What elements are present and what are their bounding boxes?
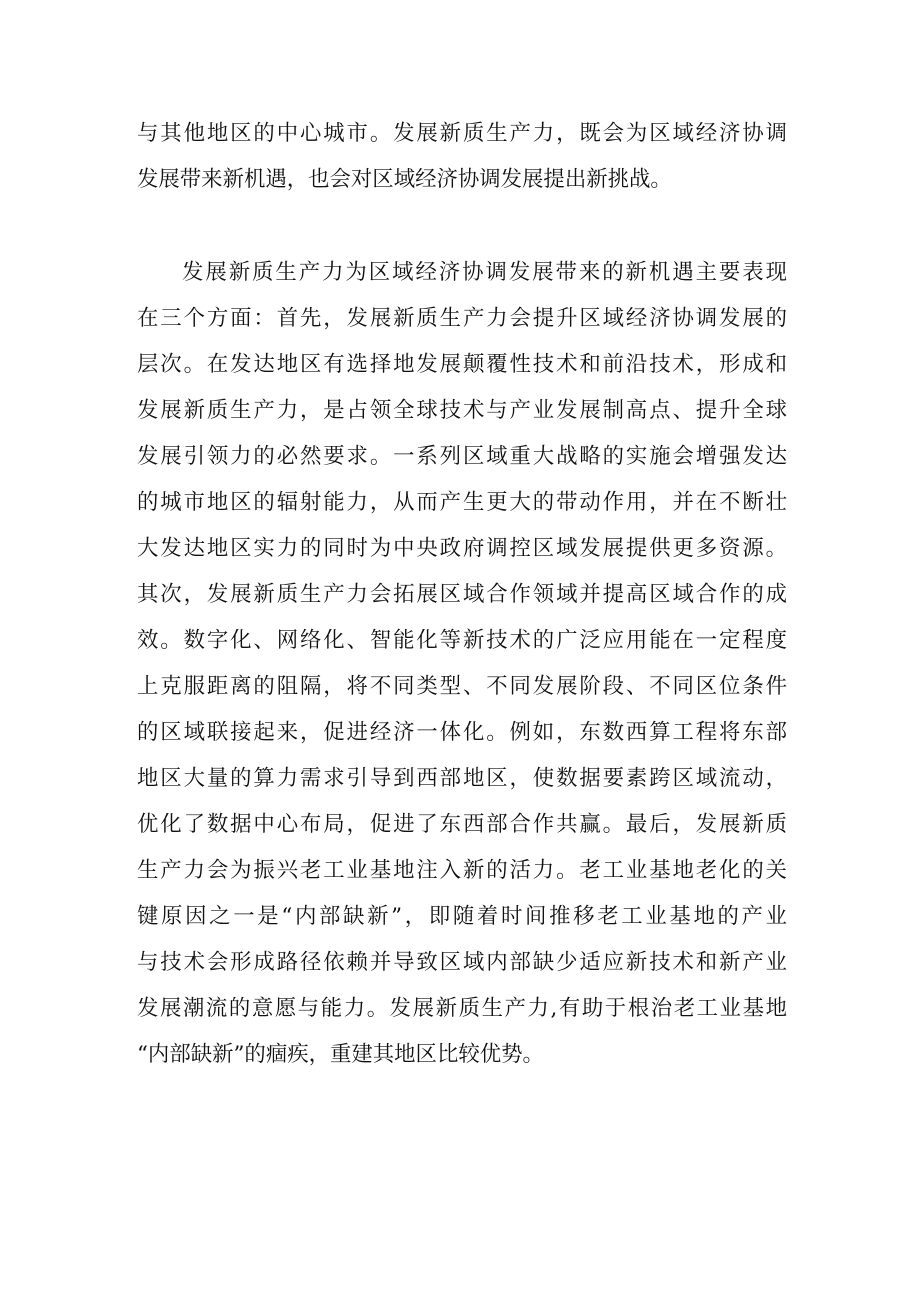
paragraph-line: “内部缺新”的痼疾，重建其地区比较优势。 bbox=[137, 1042, 544, 1067]
paragraph-line: 发展新质生产力，是占领全球技术与产业发展制高点、提升全球 bbox=[137, 398, 787, 423]
paragraph-line: 发展新质生产力为区域经济协调发展带来的新机遇主要表现 bbox=[182, 260, 787, 285]
paragraph-line: 大发达地区实力的同时为中央政府调控区域发展提供更多资源。 bbox=[137, 536, 787, 561]
paragraph-line: 与技术会形成路径依赖并导致区域内部缺少适应新技术和新产业 bbox=[137, 950, 787, 975]
paragraph-line: 在三个方面：首先，发展新质生产力会提升区域经济协调发展的 bbox=[137, 306, 787, 331]
paragraph-line: 效。数字化、网络化、智能化等新技术的广泛应用能在一定程度 bbox=[137, 628, 787, 653]
paragraph-line: 与其他地区的中心城市。发展新质生产力，既会为区域经济协调 bbox=[137, 121, 787, 146]
paragraph-line: 发展潮流的意愿与能力。发展新质生产力,有助于根治老工业基地 bbox=[137, 996, 787, 1021]
paragraph-line: 地区大量的算力需求引导到西部地区，使数据要素跨区域流动， bbox=[137, 766, 787, 791]
paragraph-line: 的城市地区的辐射能力，从而产生更大的带动作用，并在不断壮 bbox=[137, 490, 787, 515]
paragraph-line: 上克服距离的阻隔，将不同类型、不同发展阶段、不同区位条件 bbox=[137, 674, 787, 699]
paragraph-line: 生产力会为振兴老工业基地注入新的活力。老工业基地老化的关 bbox=[137, 858, 787, 883]
paragraph-line: 发展引领力的必然要求。一系列区域重大战略的实施会增强发达 bbox=[137, 444, 787, 469]
paragraph-line: 发展带来新机遇，也会对区域经济协调发展提出新挑战。 bbox=[137, 167, 672, 192]
paragraph-line: 键原因之一是“内部缺新”，即随着时间推移老工业基地的产业 bbox=[137, 904, 787, 929]
paragraph-line: 其次，发展新质生产力会拓展区域合作领域并提高区域合作的成 bbox=[137, 582, 787, 607]
paragraph-line: 层次。在发达地区有选择地发展颠覆性技术和前沿技术，形成和 bbox=[137, 352, 787, 377]
paragraph-line: 优化了数据中心布局，促进了东西部合作共赢。最后，发展新质 bbox=[137, 812, 787, 837]
paragraph-line: 的区域联接起来，促进经济一体化。例如，东数西算工程将东部 bbox=[137, 720, 787, 745]
